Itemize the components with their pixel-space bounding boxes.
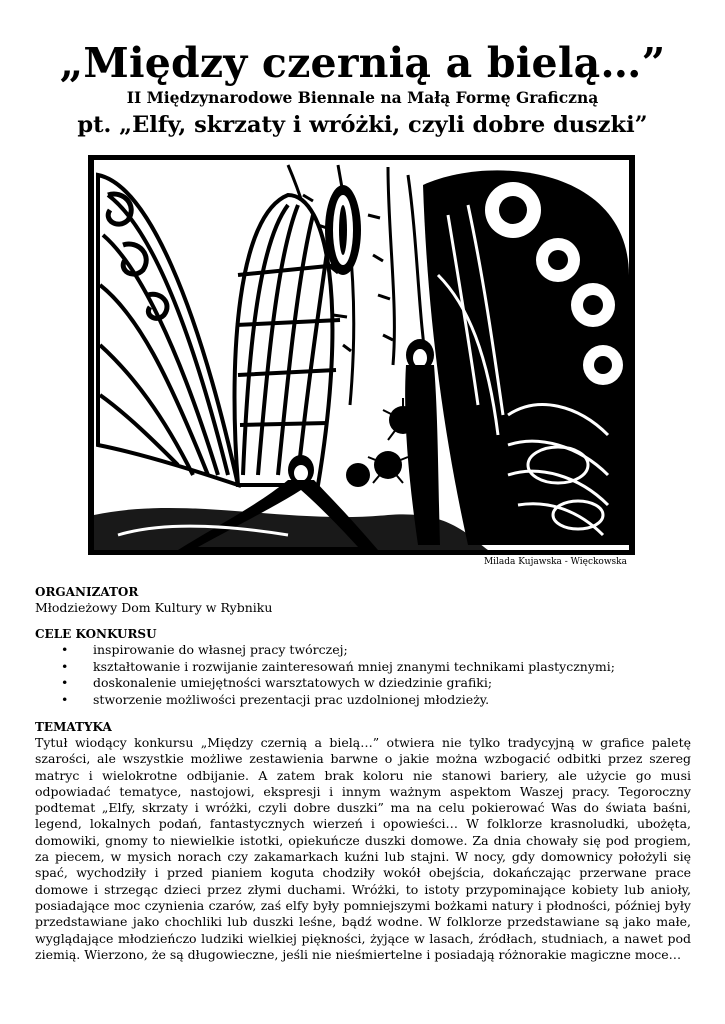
goals-heading: CELE KONKURSU (35, 627, 157, 641)
organizer-heading: ORGANIZATOR (35, 585, 139, 599)
theme-paragraph: Tytuł wiodący konkursu „Między czernią a bielą…” otwiera nie tylko tradycyjną w grafice paletę szarości, ale wszystkie możliwe zestawienia barwne o jakie można wzbogacić odbitki przez szereg matryc i wielokrotne odbijanie. A zatem brak koloru nie stanowi bariery, ale użycie go musi odpowiadać tematyce, nastojowi, ekspresji i innym ważnym aspektom Waszej pracy. Tegoroczny podtemat „Elfy, skrzaty i wróżki, czyli dobre duszki” ma na celu pokierować Was do świata baśni, legend, lokalnych podań, fantastycznych wierzeń i opowieści… W folklorze krasnoludki, ubożęta, domowiki, gnomy to niewielkie istotki, opiekuńcze duszki domowe. Za dnia chowały się pod progiem, za piecem, w mysich norach czy zakamarkach kuźni lub stajni. W nocy, gdy domownicy położyli się spać, wychodziły i przed pianiem koguta chodziły wokół obejścia, dokańczając przerwane prace domowe i strzegąc dzieci przez złymi duchami. Wróżki, to istoty przypominające kobiety lub anioły, posiadające moc czynienia czarów, zaś elfy były pomniejszymi bożkami natury i płodności, później były przedstawiane jako chochliki lub duszki leśne, bądź wodne. W folklorze przedstawiane są jako małe, wyglądające młodzieńczo ludziki wielkiej piękności, żyjące w lasach, źródłach, studniach, a nawet pod ziemią. Wierzono, że są długowieczne, jeśli nie nieśmiertelne i posiadają różnorakie magiczne moce… (35, 735, 691, 962)
organizer-text: Młodzieżowy Dom Kultury w Rybniku (35, 600, 273, 615)
goals-list (35, 642, 691, 708)
goals-section (35, 626, 691, 708)
list-item: • stworzenie możliwości prezentacji prac uzdolnionej młodzieży. (35, 692, 691, 709)
list-item: • inspirowanie do własnej pracy twórczej; (35, 642, 691, 659)
list-item: • doskonalenie umiejętności warsztatowych w dziedzinie grafiki; (35, 675, 691, 692)
poster-theme: pt. „Elfy, skrzaty i wróżki, czyli dobre duszki” (77, 112, 648, 138)
woodcut-image (88, 155, 635, 555)
woodcut-artwork (88, 155, 635, 555)
theme-section (35, 719, 691, 963)
poster-subtitle: II Międzynarodowe Biennale na Małą Formę Graficzną (126, 88, 599, 107)
organizer-section (35, 584, 691, 617)
list-item: • kształtowanie i rozwijanie zainteresowań mniej znanymi technikami plastycznymi; (35, 659, 691, 676)
theme-heading: TEMATYKA (35, 720, 112, 734)
artwork-credit: Milada Kujawska - Więckowska (483, 557, 627, 567)
poster-title: „Między czernią a bielą…” (59, 39, 666, 87)
